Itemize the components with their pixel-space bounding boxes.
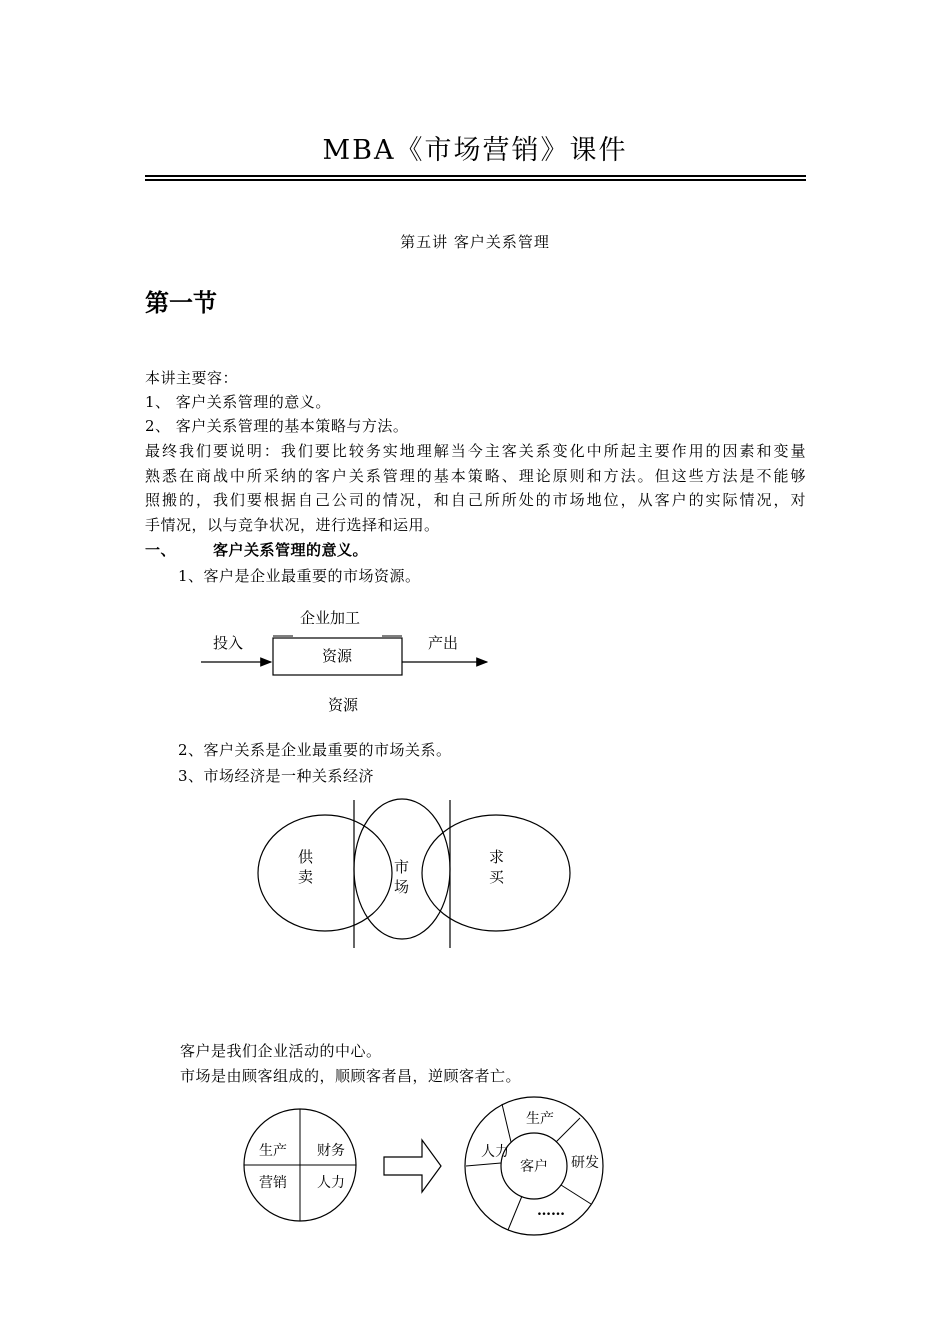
- ring-spoke-3: [561, 1185, 591, 1204]
- section-heading: 第一节: [145, 288, 217, 317]
- intro-paragraph-line-3: 照搬的，我们要根据自己公司的情况，和自己所所处的市场地位，从客户的实际情况，对: [145, 491, 806, 509]
- part-one-title: 客户关系管理的意义。: [213, 541, 369, 559]
- intro-lead: 本讲主要容：: [145, 369, 239, 387]
- quad-top-left-label: 生产: [259, 1143, 287, 1159]
- venn-buyer-char-1: 求: [489, 848, 505, 866]
- intro-item-1: 1、 客户关系管理的意义。: [145, 393, 331, 411]
- document-header-title: MBA《市场营销》课件: [322, 135, 628, 166]
- venn-buyer-char-2: 买: [489, 868, 505, 886]
- part-one-number: 一、: [145, 541, 177, 559]
- venn-market-char-2: 场: [394, 878, 410, 896]
- lecture-title: 第五讲 客户关系管理: [400, 233, 550, 251]
- point-3: 3、市场经济是一种关系经济: [178, 767, 375, 785]
- point-1: 1、客户是企业最重要的市场资源。: [178, 567, 421, 585]
- quad-bottom-left-label: 营销: [259, 1175, 287, 1191]
- venn-seller-char-1: 供: [298, 848, 314, 866]
- flow-input-label: 投入: [213, 634, 244, 652]
- ring-spoke-2: [556, 1118, 580, 1142]
- ring-bottom-label: ……: [537, 1203, 565, 1219]
- flow-output-label: 产出: [428, 634, 459, 652]
- ring-center-label: 客户: [520, 1159, 548, 1175]
- intro-paragraph-line-4: 手情况，以与竞争状况，进行选择和运用。: [145, 516, 440, 534]
- point-2: 2、客户关系是企业最重要的市场关系。: [178, 741, 452, 759]
- ring-left-label: 人力: [481, 1144, 509, 1160]
- ring-spoke-5: [466, 1163, 501, 1166]
- ring-right-label: 研发: [571, 1155, 599, 1171]
- quad-bottom-right-label: 人力: [317, 1175, 345, 1191]
- quad-top-right-label: 财务: [317, 1143, 345, 1159]
- venn-market-char-1: 市: [394, 858, 410, 876]
- venn-seller-char-2: 卖: [298, 868, 314, 886]
- intro-paragraph-line-1: 最终我们要说明：我们要比较务实地理解当今主客关系变化中所起主要作用的因素和变量: [145, 442, 806, 460]
- intro-item-2: 2、 客户关系管理的基本策略与方法。: [145, 417, 409, 435]
- quad-diagram: [244, 1109, 356, 1221]
- customer-center-line-2: 市场是由顾客组成的，顺顾客者昌，逆顾客者亡。: [180, 1067, 522, 1085]
- transform-arrow-icon: [384, 1140, 441, 1192]
- customer-center-line-1: 客户是我们企业活动的中心。: [180, 1042, 382, 1060]
- ring-spoke-1: [502, 1104, 511, 1142]
- ring-top-label: 生产: [526, 1111, 554, 1127]
- ring-spoke-4: [508, 1196, 522, 1230]
- flow-bottom-label: 资源: [328, 696, 359, 714]
- flow-top-label: 企业加工: [300, 609, 361, 627]
- flow-box-label: 资源: [322, 647, 353, 665]
- intro-paragraph-line-2: 熟悉在商战中所采纳的客户关系管理的基本策略、理论原则和方法。但这些方法是不能够: [145, 467, 806, 485]
- seller-ellipse: [258, 815, 392, 931]
